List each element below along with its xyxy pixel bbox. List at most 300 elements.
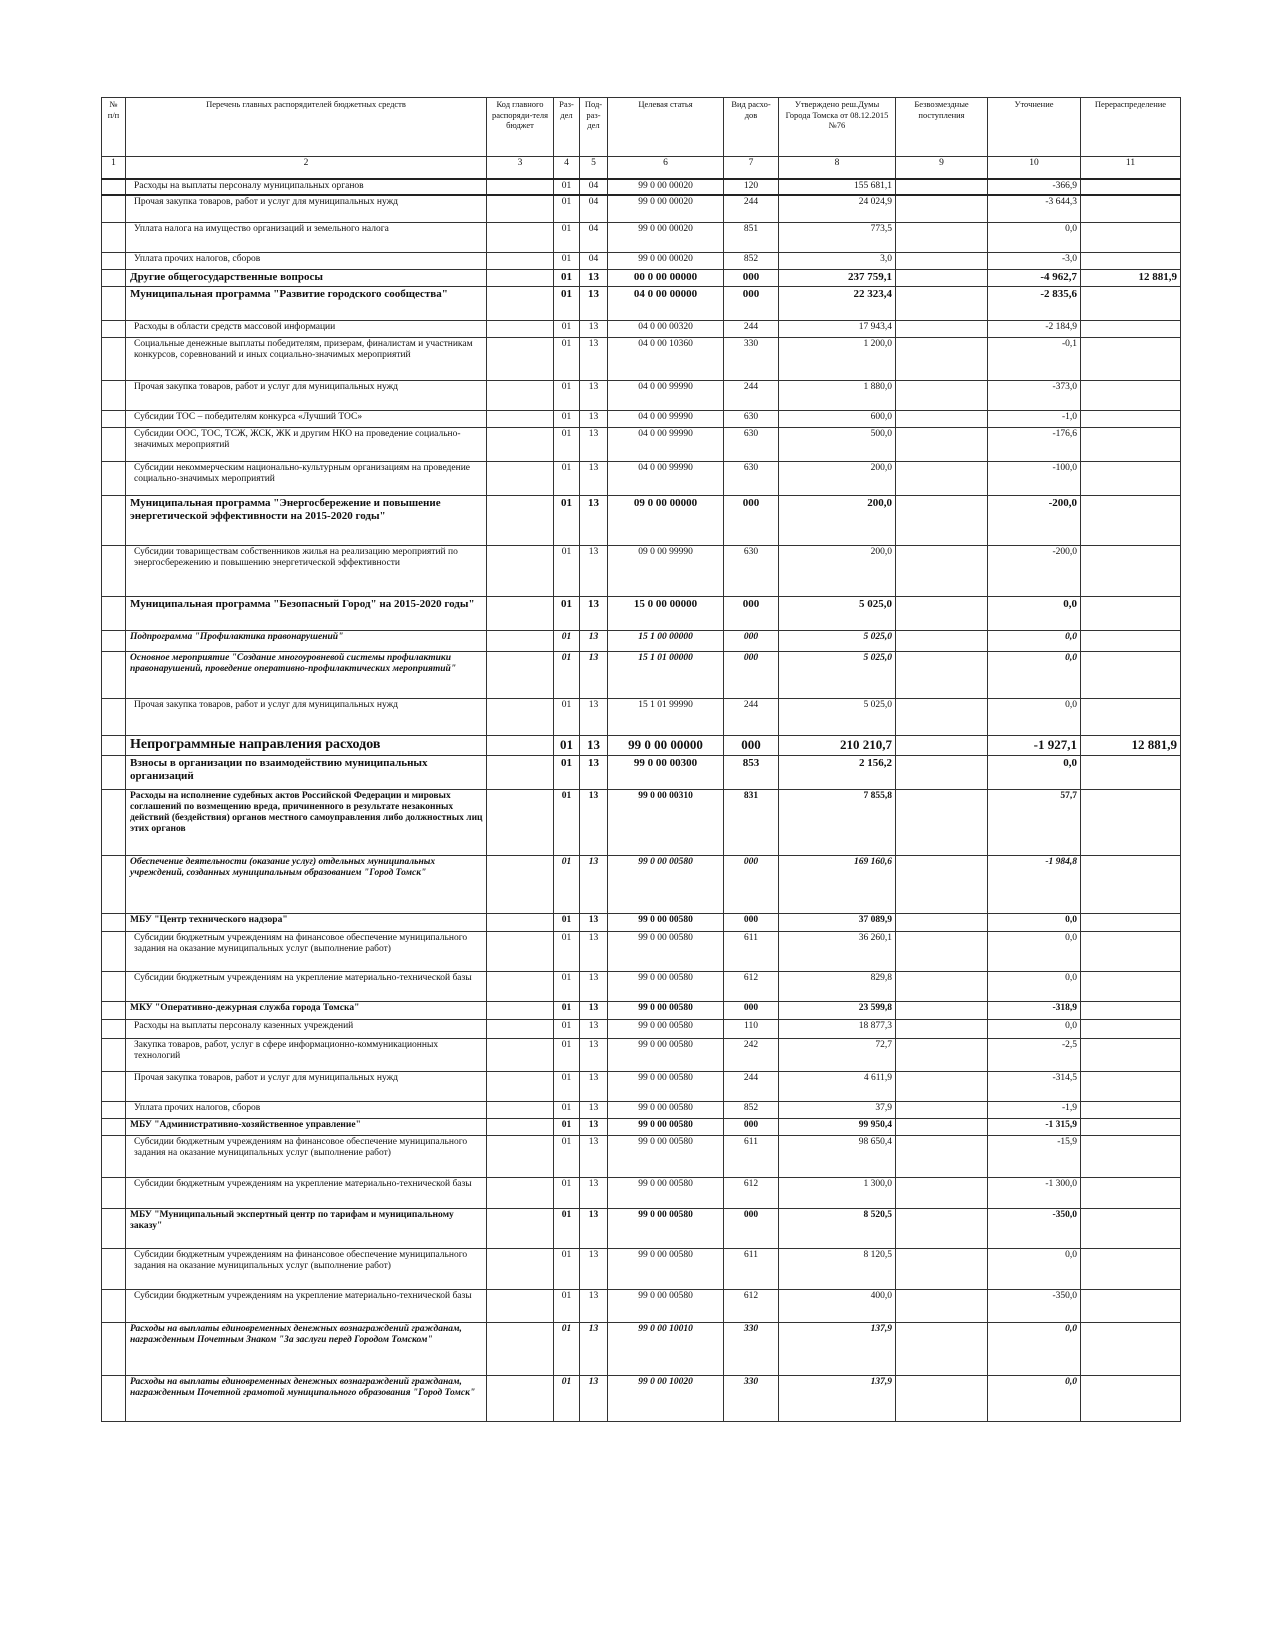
- cell-kod: [487, 755, 554, 789]
- cell-utv: 24 024,9: [779, 195, 896, 222]
- cell-bezv: [896, 630, 988, 651]
- cell-perer: [1081, 337, 1181, 380]
- column-number-cell: 2: [126, 157, 487, 180]
- cell-vid: 244: [724, 320, 779, 337]
- cell-razdel: 01: [554, 1289, 580, 1322]
- cell-bezv: [896, 855, 988, 913]
- table-row: [102, 1248, 1181, 1289]
- cell-name: Прочая закупка товаров, работ и услуг для муниципальных нужд: [126, 380, 487, 410]
- table-row: [102, 971, 1181, 1001]
- cell-vid: 244: [724, 380, 779, 410]
- cell-bezv: [896, 380, 988, 410]
- table-row: [102, 596, 1181, 630]
- cell-podrazdel: 13: [580, 1001, 608, 1019]
- table-row: [102, 651, 1181, 698]
- table-row: [102, 1001, 1181, 1019]
- cell-name: Субсидии некоммерческим национально-культурным организациям на проведение социально-значимых мероприятий: [126, 461, 487, 495]
- cell-perer: [1081, 1038, 1181, 1071]
- cell-utv: 22 323,4: [779, 286, 896, 320]
- header-cell: Безвозмездные поступления: [896, 98, 988, 157]
- cell-name: Прочая закупка товаров, работ и услуг для муниципальных нужд: [126, 1071, 487, 1101]
- cell-name: Субсидии ООС, ТОС, ТСЖ, ЖСК, ЖК и другим НКО на проведение социально-значимых мероприятий: [126, 427, 487, 461]
- cell-statya: 99 0 00 00300: [608, 755, 724, 789]
- cell-name: Социальные денежные выплаты победителям, призерам, финалистам и участникам конкурсов, соревнований и иных социально-значимых мероприятий: [126, 337, 487, 380]
- cell-utv: 1 300,0: [779, 1177, 896, 1208]
- cell-kod: [487, 337, 554, 380]
- cell-podrazdel: 13: [580, 630, 608, 651]
- cell-podrazdel: 13: [580, 1038, 608, 1071]
- cell-perer: [1081, 545, 1181, 596]
- cell-vid: 330: [724, 1375, 779, 1421]
- cell-vid: 244: [724, 698, 779, 735]
- cell-kod: [487, 1135, 554, 1177]
- cell-num: [102, 380, 126, 410]
- cell-name: МБУ "Административно-хозяйственное управление": [126, 1118, 487, 1135]
- cell-perer: [1081, 286, 1181, 320]
- cell-utv: 210 210,7: [779, 735, 896, 755]
- table-row: [102, 1322, 1181, 1375]
- cell-razdel: 01: [554, 971, 580, 1001]
- header-cell: Утверждено реш.Думы Города Томска от 08.12.2015 №76: [779, 98, 896, 157]
- table-row: [102, 286, 1181, 320]
- cell-num: [102, 179, 126, 195]
- cell-kod: [487, 1177, 554, 1208]
- cell-kod: [487, 1101, 554, 1118]
- cell-utv: 5 025,0: [779, 596, 896, 630]
- header-cell: Под-раз-дел: [580, 98, 608, 157]
- cell-vid: 851: [724, 222, 779, 252]
- cell-utv: 155 681,1: [779, 179, 896, 195]
- cell-num: [102, 252, 126, 269]
- cell-razdel: 01: [554, 1118, 580, 1135]
- column-number-cell: 1: [102, 157, 126, 180]
- cell-kod: [487, 1019, 554, 1038]
- cell-utv: 400,0: [779, 1289, 896, 1322]
- table-row: [102, 380, 1181, 410]
- cell-perer: [1081, 1248, 1181, 1289]
- cell-num: [102, 427, 126, 461]
- cell-kod: [487, 380, 554, 410]
- cell-num: [102, 1208, 126, 1248]
- cell-podrazdel: 13: [580, 1289, 608, 1322]
- cell-vid: 831: [724, 789, 779, 855]
- cell-name: Субсидии бюджетным учреждениям на укрепление материально-технической базы: [126, 971, 487, 1001]
- cell-razdel: 01: [554, 735, 580, 755]
- header-cell: Код главного распоряди-теля бюджет: [487, 98, 554, 157]
- cell-vid: 611: [724, 1248, 779, 1289]
- cell-bezv: [896, 913, 988, 931]
- cell-bezv: [896, 1375, 988, 1421]
- cell-statya: 04 0 00 99990: [608, 461, 724, 495]
- cell-utv: 18 877,3: [779, 1019, 896, 1038]
- table-body: [102, 157, 1181, 1422]
- cell-vid: 612: [724, 1289, 779, 1322]
- cell-podrazdel: 04: [580, 252, 608, 269]
- cell-perer: [1081, 320, 1181, 337]
- cell-num: [102, 195, 126, 222]
- cell-name: Непрограммные направления расходов: [126, 735, 487, 755]
- cell-utoch: -3,0: [988, 252, 1081, 269]
- cell-num: [102, 1135, 126, 1177]
- cell-podrazdel: 13: [580, 1118, 608, 1135]
- cell-name: Расходы на выплаты персоналу казенных учреждений: [126, 1019, 487, 1038]
- cell-statya: 09 0 00 00000: [608, 495, 724, 545]
- cell-name: Расходы на выплаты единовременных денежных вознаграждений гражданам, награжденным Почетной грамотой муниципального образования "Город Томск": [126, 1375, 487, 1421]
- column-number-cell: 3: [487, 157, 554, 180]
- cell-podrazdel: 13: [580, 1135, 608, 1177]
- budget-table: [101, 97, 1181, 1422]
- table-row: [102, 222, 1181, 252]
- cell-vid: 000: [724, 286, 779, 320]
- cell-razdel: 01: [554, 913, 580, 931]
- column-number-cell: 4: [554, 157, 580, 180]
- header-cell: Перечень главных распорядителей бюджетных средств: [126, 98, 487, 157]
- cell-kod: [487, 320, 554, 337]
- cell-statya: 15 1 01 99990: [608, 698, 724, 735]
- cell-num: [102, 545, 126, 596]
- cell-bezv: [896, 286, 988, 320]
- cell-name: Уплата прочих налогов, сборов: [126, 252, 487, 269]
- header-cell: № п/п: [102, 98, 126, 157]
- table-row: [102, 1101, 1181, 1118]
- cell-name: Субсидии товариществам собственников жилья на реализацию мероприятий по энергосбережению и повышению энергетической эффективности: [126, 545, 487, 596]
- cell-kod: [487, 495, 554, 545]
- cell-num: [102, 1118, 126, 1135]
- cell-perer: [1081, 252, 1181, 269]
- cell-statya: 04 0 00 99990: [608, 380, 724, 410]
- cell-razdel: 01: [554, 337, 580, 380]
- cell-utoch: -373,0: [988, 380, 1081, 410]
- cell-perer: [1081, 1289, 1181, 1322]
- table-row: [102, 1289, 1181, 1322]
- cell-num: [102, 789, 126, 855]
- cell-statya: 99 0 00 00580: [608, 1208, 724, 1248]
- cell-utv: 5 025,0: [779, 630, 896, 651]
- cell-podrazdel: 13: [580, 286, 608, 320]
- cell-num: [102, 320, 126, 337]
- cell-utv: 1 880,0: [779, 380, 896, 410]
- cell-kod: [487, 427, 554, 461]
- cell-perer: [1081, 1135, 1181, 1177]
- cell-utv: 5 025,0: [779, 651, 896, 698]
- cell-podrazdel: 04: [580, 222, 608, 252]
- cell-kod: [487, 1208, 554, 1248]
- cell-utoch: -1 315,9: [988, 1118, 1081, 1135]
- cell-podrazdel: 04: [580, 179, 608, 195]
- cell-razdel: 01: [554, 195, 580, 222]
- cell-kod: [487, 545, 554, 596]
- cell-vid: 000: [724, 1118, 779, 1135]
- cell-bezv: [896, 1289, 988, 1322]
- cell-perer: [1081, 179, 1181, 195]
- cell-bezv: [896, 1019, 988, 1038]
- column-number-cell: 6: [608, 157, 724, 180]
- cell-name: МКУ "Оперативно-дежурная служба города Томска": [126, 1001, 487, 1019]
- column-number-cell: 11: [1081, 157, 1181, 180]
- cell-utv: 773,5: [779, 222, 896, 252]
- cell-statya: 99 0 00 00580: [608, 1038, 724, 1071]
- cell-vid: 330: [724, 1322, 779, 1375]
- table-row: [102, 410, 1181, 427]
- cell-utv: 829,8: [779, 971, 896, 1001]
- cell-num: [102, 1177, 126, 1208]
- cell-num: [102, 1001, 126, 1019]
- cell-perer: [1081, 971, 1181, 1001]
- cell-utoch: -366,9: [988, 179, 1081, 195]
- cell-num: [102, 1322, 126, 1375]
- cell-podrazdel: 13: [580, 698, 608, 735]
- cell-vid: 330: [724, 337, 779, 380]
- cell-perer: [1081, 380, 1181, 410]
- cell-razdel: 01: [554, 1019, 580, 1038]
- cell-num: [102, 971, 126, 1001]
- cell-podrazdel: 13: [580, 1101, 608, 1118]
- header-cell: Перераспределение: [1081, 98, 1181, 157]
- cell-statya: 99 0 00 00580: [608, 1248, 724, 1289]
- cell-utv: 169 160,6: [779, 855, 896, 913]
- cell-utoch: 0,0: [988, 651, 1081, 698]
- cell-utv: 98 650,4: [779, 1135, 896, 1177]
- cell-vid: 244: [724, 1071, 779, 1101]
- cell-podrazdel: 13: [580, 971, 608, 1001]
- cell-statya: 99 0 00 00580: [608, 855, 724, 913]
- cell-name: Муниципальная программа "Энергосбережение и повышение энергетической эффективности на 2015-2020 годы": [126, 495, 487, 545]
- cell-utoch: 0,0: [988, 596, 1081, 630]
- cell-razdel: 01: [554, 931, 580, 971]
- cell-bezv: [896, 1038, 988, 1071]
- cell-bezv: [896, 1208, 988, 1248]
- cell-kod: [487, 651, 554, 698]
- cell-statya: 99 0 00 00580: [608, 913, 724, 931]
- cell-utoch: -1,0: [988, 410, 1081, 427]
- cell-num: [102, 222, 126, 252]
- cell-vid: 000: [724, 495, 779, 545]
- cell-statya: 99 0 00 00580: [608, 1135, 724, 1177]
- cell-statya: 99 0 00 00580: [608, 1101, 724, 1118]
- cell-statya: 99 0 00 00020: [608, 179, 724, 195]
- cell-num: [102, 1038, 126, 1071]
- cell-razdel: 01: [554, 1177, 580, 1208]
- cell-perer: [1081, 1375, 1181, 1421]
- cell-razdel: 01: [554, 1322, 580, 1375]
- table-row: [102, 931, 1181, 971]
- cell-name: Субсидии бюджетным учреждениям на финансовое обеспечение муниципального задания на оказание муниципальных услуг (выполнение работ): [126, 931, 487, 971]
- column-number-cell: 10: [988, 157, 1081, 180]
- cell-bezv: [896, 1322, 988, 1375]
- cell-kod: [487, 1071, 554, 1101]
- column-number-cell: 5: [580, 157, 608, 180]
- cell-statya: 04 0 00 00320: [608, 320, 724, 337]
- cell-podrazdel: 13: [580, 1177, 608, 1208]
- cell-utoch: -1 300,0: [988, 1177, 1081, 1208]
- cell-utoch: -2 184,9: [988, 320, 1081, 337]
- cell-bezv: [896, 1071, 988, 1101]
- cell-num: [102, 495, 126, 545]
- cell-utv: 99 950,4: [779, 1118, 896, 1135]
- cell-utoch: -176,6: [988, 427, 1081, 461]
- cell-name: Субсидии бюджетным учреждениям на укрепление материально-технической базы: [126, 1177, 487, 1208]
- cell-utoch: 0,0: [988, 1375, 1081, 1421]
- cell-bezv: [896, 195, 988, 222]
- cell-num: [102, 1071, 126, 1101]
- cell-utoch: 0,0: [988, 1019, 1081, 1038]
- cell-bezv: [896, 971, 988, 1001]
- table-row: [102, 913, 1181, 931]
- cell-name: Обеспечение деятельности (оказание услуг) отдельных муниципальных учреждений, созданных муниципальным образованием "Город Томск": [126, 855, 487, 913]
- cell-podrazdel: 13: [580, 931, 608, 971]
- cell-utv: 237 759,1: [779, 269, 896, 286]
- cell-bezv: [896, 1177, 988, 1208]
- column-number-cell: 8: [779, 157, 896, 180]
- cell-utv: 17 943,4: [779, 320, 896, 337]
- cell-utv: 8 520,5: [779, 1208, 896, 1248]
- cell-name: Муниципальная программа "Безопасный Город" на 2015-2020 годы": [126, 596, 487, 630]
- cell-perer: [1081, 789, 1181, 855]
- cell-name: Основное мероприятие "Создание многоуровневой системы профилактики правонарушений, проведение оперативно-профилактических мероприятий": [126, 651, 487, 698]
- cell-podrazdel: 13: [580, 461, 608, 495]
- cell-perer: [1081, 427, 1181, 461]
- cell-utv: 2 156,2: [779, 755, 896, 789]
- cell-kod: [487, 1038, 554, 1071]
- cell-kod: [487, 855, 554, 913]
- table-row: [102, 735, 1181, 755]
- cell-name: МБУ "Муниципальный экспертный центр по тарифам и муниципальному заказу": [126, 1208, 487, 1248]
- cell-razdel: 01: [554, 596, 580, 630]
- cell-podrazdel: 13: [580, 735, 608, 755]
- cell-num: [102, 1248, 126, 1289]
- cell-podrazdel: 04: [580, 195, 608, 222]
- cell-bezv: [896, 1135, 988, 1177]
- cell-num: [102, 1289, 126, 1322]
- cell-utoch: -4 962,7: [988, 269, 1081, 286]
- cell-statya: 04 0 00 00000: [608, 286, 724, 320]
- cell-kod: [487, 222, 554, 252]
- cell-statya: 09 0 00 99990: [608, 545, 724, 596]
- table-row: [102, 1019, 1181, 1038]
- cell-kod: [487, 1289, 554, 1322]
- cell-podrazdel: 13: [580, 1248, 608, 1289]
- header-cell: Уточнение: [988, 98, 1081, 157]
- cell-razdel: 01: [554, 179, 580, 195]
- cell-utv: 200,0: [779, 495, 896, 545]
- cell-utoch: -1 927,1: [988, 735, 1081, 755]
- cell-vid: 611: [724, 1135, 779, 1177]
- cell-kod: [487, 596, 554, 630]
- cell-bezv: [896, 222, 988, 252]
- cell-utoch: -200,0: [988, 495, 1081, 545]
- cell-perer: [1081, 1118, 1181, 1135]
- cell-perer: [1081, 1322, 1181, 1375]
- cell-podrazdel: 13: [580, 1071, 608, 1101]
- cell-bezv: [896, 269, 988, 286]
- cell-utv: 200,0: [779, 461, 896, 495]
- cell-kod: [487, 1001, 554, 1019]
- cell-name: Взносы в организации по взаимодействию муниципальных организаций: [126, 755, 487, 789]
- cell-perer: [1081, 1177, 1181, 1208]
- cell-name: Подпрограмма "Профилактика правонарушений": [126, 630, 487, 651]
- cell-razdel: 01: [554, 698, 580, 735]
- cell-perer: [1081, 1001, 1181, 1019]
- cell-vid: 000: [724, 1208, 779, 1248]
- cell-vid: 852: [724, 252, 779, 269]
- cell-utoch: -1,9: [988, 1101, 1081, 1118]
- cell-utoch: 0,0: [988, 913, 1081, 931]
- cell-utv: 36 260,1: [779, 931, 896, 971]
- table-row: [102, 1177, 1181, 1208]
- cell-kod: [487, 1375, 554, 1421]
- cell-razdel: 01: [554, 1375, 580, 1421]
- table-row: [102, 252, 1181, 269]
- cell-vid: 630: [724, 461, 779, 495]
- cell-bezv: [896, 427, 988, 461]
- cell-num: [102, 735, 126, 755]
- table-row: [102, 755, 1181, 789]
- cell-utoch: 57,7: [988, 789, 1081, 855]
- cell-vid: 000: [724, 913, 779, 931]
- cell-perer: [1081, 630, 1181, 651]
- cell-utoch: 0,0: [988, 698, 1081, 735]
- cell-perer: [1081, 596, 1181, 630]
- cell-vid: 000: [724, 269, 779, 286]
- cell-utv: 3,0: [779, 252, 896, 269]
- cell-num: [102, 337, 126, 380]
- cell-bezv: [896, 320, 988, 337]
- cell-podrazdel: 13: [580, 1322, 608, 1375]
- cell-num: [102, 931, 126, 971]
- cell-podrazdel: 13: [580, 427, 608, 461]
- cell-bezv: [896, 698, 988, 735]
- table-row: [102, 789, 1181, 855]
- cell-bezv: [896, 461, 988, 495]
- cell-name: Прочая закупка товаров, работ и услуг для муниципальных нужд: [126, 698, 487, 735]
- cell-perer: [1081, 461, 1181, 495]
- cell-bezv: [896, 735, 988, 755]
- cell-utoch: -15,9: [988, 1135, 1081, 1177]
- cell-num: [102, 461, 126, 495]
- cell-vid: 000: [724, 651, 779, 698]
- cell-bezv: [896, 789, 988, 855]
- cell-bezv: [896, 545, 988, 596]
- cell-utoch: -100,0: [988, 461, 1081, 495]
- cell-bezv: [896, 179, 988, 195]
- cell-utoch: -314,5: [988, 1071, 1081, 1101]
- cell-vid: 000: [724, 630, 779, 651]
- table-row: [102, 427, 1181, 461]
- cell-razdel: 01: [554, 755, 580, 789]
- cell-kod: [487, 1248, 554, 1289]
- cell-vid: 242: [724, 1038, 779, 1071]
- cell-kod: [487, 630, 554, 651]
- cell-utoch: 0,0: [988, 931, 1081, 971]
- cell-statya: 04 0 00 99990: [608, 427, 724, 461]
- cell-bezv: [896, 755, 988, 789]
- header-cell: Раз-дел: [554, 98, 580, 157]
- cell-razdel: 01: [554, 630, 580, 651]
- cell-utv: 72,7: [779, 1038, 896, 1071]
- cell-bezv: [896, 1101, 988, 1118]
- cell-razdel: 01: [554, 651, 580, 698]
- table-row: [102, 320, 1181, 337]
- cell-statya: 99 0 00 00580: [608, 1019, 724, 1038]
- cell-num: [102, 269, 126, 286]
- cell-podrazdel: 13: [580, 651, 608, 698]
- cell-razdel: 01: [554, 1208, 580, 1248]
- cell-vid: 852: [724, 1101, 779, 1118]
- table-row: [102, 1208, 1181, 1248]
- cell-statya: 99 0 00 00580: [608, 1118, 724, 1135]
- cell-podrazdel: 13: [580, 855, 608, 913]
- cell-statya: 99 0 00 10010: [608, 1322, 724, 1375]
